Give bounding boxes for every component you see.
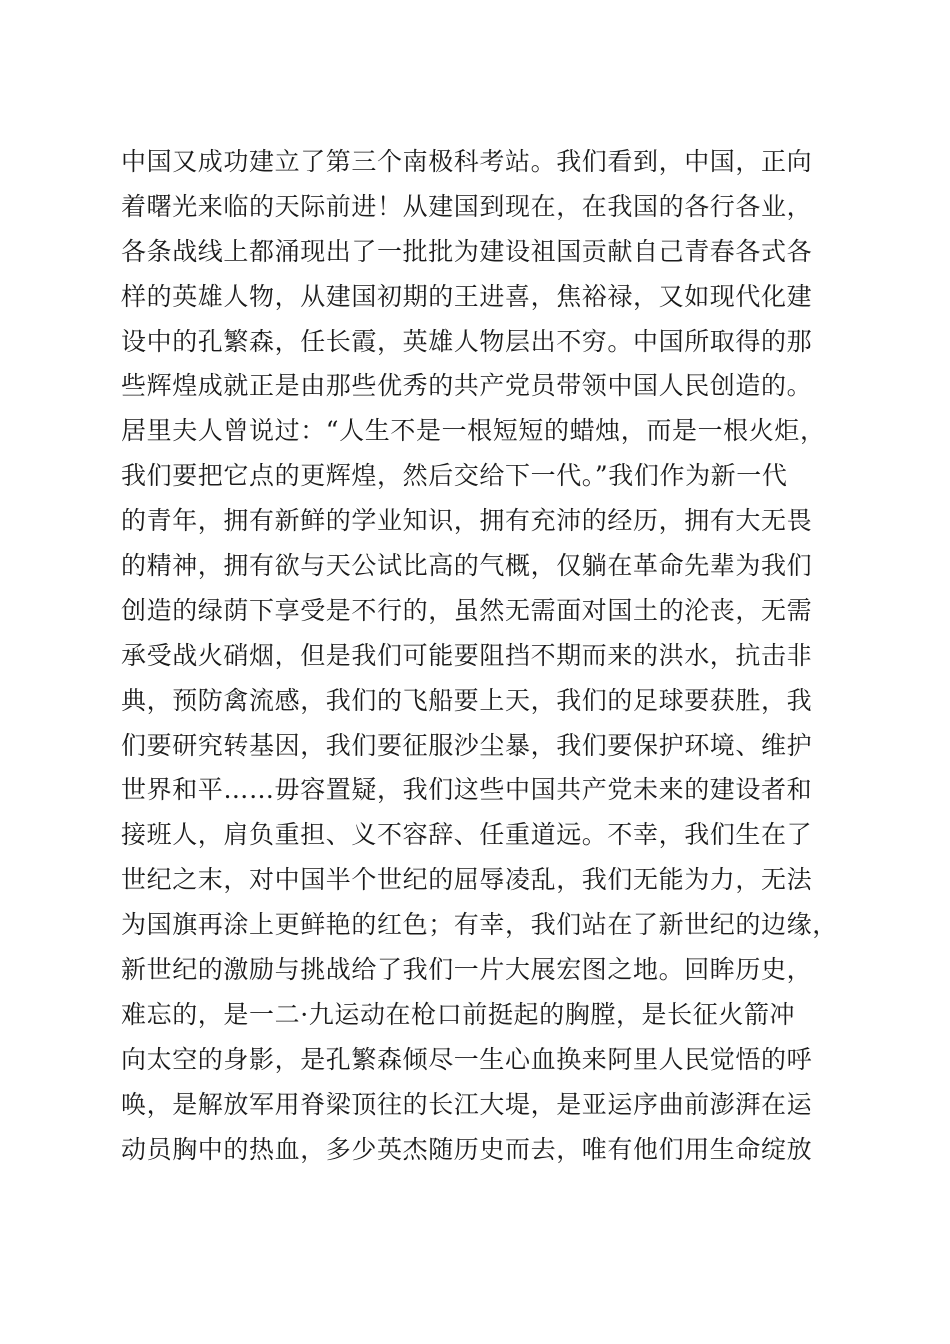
text-line: 的精神，拥有欲与天公试比高的气概，仅躺在革命先辈为我们 [121, 551, 813, 581]
text-line: 世界和平……毋容置疑，我们这些中国共产党未来的建设者和 [121, 775, 813, 805]
body-text [121, 140, 841, 1172]
text-line: 典，预防禽流感，我们的飞船要上天，我们的足球要获胜，我 [121, 685, 813, 715]
text-line: 唤，是解放军用脊梁顶往的长江大堤，是亚运序曲前澎湃在运 [121, 1089, 813, 1119]
text-line: 世纪之末，对中国半个世纪的屈辱凌乱，我们无能为力，无法 [121, 865, 813, 895]
text-line: 向太空的身影，是孔繁森倾尽一生心血换来阿里人民觉悟的呼 [121, 1044, 813, 1074]
text-line: 我们要把它点的更辉煌，然后交给下一代。”我们作为新一代 [121, 461, 788, 491]
text-line: 居里夫人曾说过：“人生不是一根短短的蜡烛，而是一根火炬， [121, 416, 826, 446]
text-line: 接班人，肩负重担、义不容辞、任重道远。不幸，我们生在了 [121, 820, 813, 850]
text-line: 新世纪的激励与挑战给了我们一片大展宏图之地。回眸历史， [121, 955, 813, 985]
text-line: 设中的孔繁森，任长霞，英雄人物层出不穷。中国所取得的那 [121, 326, 813, 356]
text-line: 为国旗再涂上更鲜艳的红色；有幸，我们站在了新世纪的边缘， [121, 910, 838, 940]
text-line: 承受战火硝烟，但是我们可能要阻挡不期而来的洪水，抗击非 [121, 640, 813, 670]
text-line: 着曙光来临的天际前进！从建国到现在，在我国的各行各业， [121, 191, 813, 221]
text-line: 难忘的，是一二·九运动在枪口前挺起的胸膛，是长征火箭冲 [121, 999, 796, 1029]
text-line: 样的英雄人物，从建国初期的王进喜，焦裕禄，又如现代化建 [121, 281, 813, 311]
text-line: 创造的绿荫下享受是不行的，虽然无需面对国土的沦丧，无需 [121, 595, 813, 625]
text-line: 些辉煌成就正是由那些优秀的共产党员带领中国人民创造的。 [121, 371, 813, 401]
text-line: 们要研究转基因，我们要征服沙尘暴，我们要保护环境、维护 [121, 730, 813, 760]
text-line: 中国又成功建立了第三个南极科考站。我们看到，中国，正向 [121, 147, 813, 176]
text-line: 的青年，拥有新鲜的学业知识，拥有充沛的经历，拥有大无畏 [121, 506, 813, 536]
text-line: 动员胸中的热血，多少英杰随历史而去，唯有他们用生命绽放 [121, 1134, 813, 1164]
text-line: 各条战线上都涌现出了一批批为建设祖国贡献自己青春各式各 [121, 236, 813, 266]
